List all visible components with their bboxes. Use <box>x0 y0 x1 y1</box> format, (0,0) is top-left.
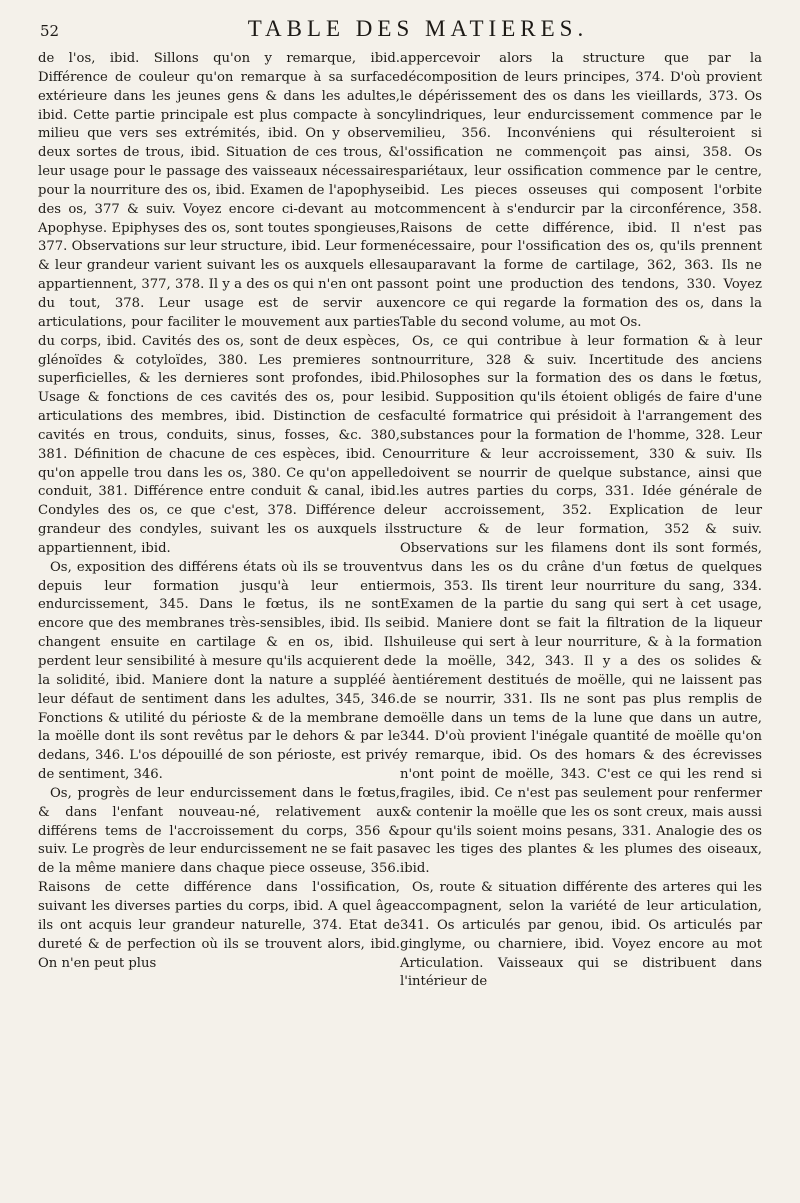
index-entry: Os, exposition des différens états où ils se trouvent depuis leur formation jusqu'à leur entier endurcissement, 345. Dans le fœtus, ils ne sont encore que des membranes très-sensibles, ibid. Ils se changent ensuite en cartilage & en os, ibid. Ils perdent leur sensibilité à mesure qu'ils acquierent de la solidité, ibid. Maniere dont la nature a suppléé à leur défaut de sentiment dans les adultes, 345, 346. Fonctions & utilité du périoste & de la membrane de la moëlle dont ils sont revêtus par le dehors & par le dedans, 346. L'os dépouillé de son périoste, est privé de sentiment, 346. <box>38 559 400 783</box>
page-number: 52 <box>40 22 60 40</box>
index-entry: appercevoir alors la structure que par la décomposition de leurs principes, 374. D'où provient le dépérissement des os dans les vieillards, 373. Os cylindriques, leur endurcissement commence par le milieu, 356. Inconvéniens qui résulteroient si l'ossification ne commençoit pas ainsi, 358. Os pariétaux, leur ossification commence par le centre, ibid. Les pieces osseuses qui composent l'orbite commencent à s'endurcir par la circonférence, 358. Raisons de cette différence, ibid. Il n'est pas nécessaire, pour l'ossification des os, qu'ils prennent auparavant la forme de cartilage, 362, 363. Ils ne sont point une production des tendons, 330. Voyez encore ce qui regarde la formation des os, dans la Table du second volume, au mot Os. <box>400 51 762 330</box>
index-entry: Os, progrès de leur endurcissement dans le fœtus, & dans l'enfant nouveau-né, relativement aux différens tems de l'accroissement du corps, 356 & suiv. Le progrès de leur endurcissement ne se fait pas de la même maniere dans chaque piece osseuse, 356. Raisons de cette différence dans l'ossification, suivant les diverses parties du corps, ibid. A quel âge ils ont acquis leur grandeur naturelle, 374. Etat de dureté & de perfection où ils se trouvent alors, ibid. On n'en peut plus <box>38 785 400 971</box>
index-entry: Os, ce qui contribue à leur formation & à leur nourriture, 328 & suiv. Incertitude des anciens Philosophes sur la formation des os dans le fœtus, ibid. Supposition qu'ils étoient obligés de faire d'une faculté formatrice qui présidoit à l'arrangement des substances pour la formation de l'homme, 328. Leur nourriture & leur accroissement, 330 & suiv. Ils doivent se nourrir de quelque substance, ainsi que les autres parties du corps, 331. Idée générale de leur accroissement, 352. Explication de leur structure & de leur formation, 352 & suiv. Observations sur les filamens dont ils sont formés, vus dans les os du crâne d'un fœtus de quelques mois, 353. Ils tirent leur nourriture du sang, 334. Examen de la partie du sang qui sert à cet usage, ibid. Maniere dont se fait la filtration de la liqueur huileuse qui sert à leur nourriture, & à la formation de la moëlle, 342, 343. Il y a des os solides & entiérement destitués de moëlle, qui ne laissent pas de se nourrir, 331. Ils ne sont pas plus remplis de moëlle dans un tems de la lune que dans un autre, 344. D'où provient l'inégale quantité de moëlle qu'on y remarque, ibid. Os des homars & des écrevisses n'ont point de moëlle, 343. C'est ce qui les rend si fragiles, ibid. Ce n'est pas seulement pour renfermer & contenir la moëlle que les os sont creux, mais aussi pour qu'ils soient moins pesans, 331. Analogie des os avec les tiges des plantes & les plumes des oiseaux, ibid. <box>400 333 762 877</box>
right-column <box>400 50 762 992</box>
left-column <box>38 50 400 973</box>
index-entry: Os, route & situation différente des arteres qui les accompagnent, selon la variété de leur articulation, 341. Os articulés par genou, ibid. Os articulés par ginglyme, ou charniere, ibid. Voyez encore au mot Articulation. Vaisseaux qui se distribuent dans l'intérieur de <box>400 880 762 990</box>
page-header <box>40 16 762 46</box>
index-entry: de l'os, ibid. Sillons qu'on y remarque, ibid. Différence de couleur qu'on remarque à sa surface extérieure dans les jeunes gens & dans les adultes, ibid. Cette partie principale est plus compacte à son milieu que vers ses extrémités, ibid. On y observe deux sortes de trous, ibid. Situation de ces trous, & leur usage pour le passage des vaisseaux nécessaires pour la nourriture des os, ibid. Examen de l'apophyse des os, 377 & suiv. Voyez encore ci-devant au mot Apophyse. Epiphyses des os, sont toutes spongieuses, 377. Observations sur leur structure, ibid. Leur forme & leur grandeur varient suivant les os auxquels elles appartiennent, 377, 378. Il y a des os qui n'en ont pas du tout, 378. Leur usage est de servir aux articulations, pour faciliter le mouvement aux parties du corps, ibid. Cavités des os, sont de deux espèces, glénoïdes & cotyloïdes, 380. Les premieres sont superficielles, & les dernieres sont profondes, ibid. Usage & fonctions de ces cavités des os, pour les articulations des membres, ibid. Distinction de ces cavités en trous, conduits, sinus, fosses, &c. 380, 381. Définition de chacune de ces espèces, ibid. Ce qu'on appelle trou dans les os, 380. Ce qu'on appelle conduit, 381. Différence entre conduit & canal, ibid. Condyles des os, ce que c'est, 378. Différence de grandeur des condyles, suivant les os auxquels ils appartiennent, ibid. <box>38 51 400 556</box>
running-title: TABLE DES MATIERES. <box>247 16 589 41</box>
